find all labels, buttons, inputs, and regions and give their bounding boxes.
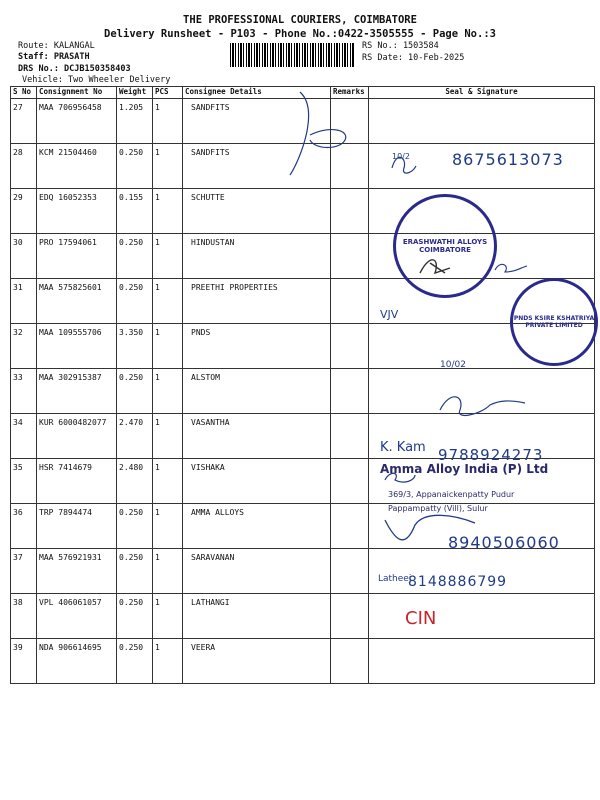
col-sno: S No bbox=[11, 87, 37, 99]
cell-name: LATHANGI bbox=[183, 594, 331, 639]
phone-38: 8148886799 bbox=[408, 574, 508, 590]
date-28: 10/2 bbox=[392, 152, 410, 161]
cell-sno: 36 bbox=[11, 504, 37, 549]
cell-pcs: 1 bbox=[153, 369, 183, 414]
cell-wt: 0.250 bbox=[117, 279, 153, 324]
col-seal: Seal & Signature bbox=[369, 87, 595, 99]
cell-wt: 3.350 bbox=[117, 324, 153, 369]
cell-sno: 28 bbox=[11, 144, 37, 189]
cell-sno: 29 bbox=[11, 189, 37, 234]
name-35: K. Kam bbox=[380, 440, 426, 455]
cell-wt: 0.250 bbox=[117, 549, 153, 594]
staff-label: Staff: PRASATH bbox=[18, 52, 90, 62]
cell-sno: 37 bbox=[11, 549, 37, 594]
col-weight: Weight bbox=[117, 87, 153, 99]
cell-cn: KCM 21504460 bbox=[37, 144, 117, 189]
cell-name: SANDFITS bbox=[183, 144, 331, 189]
cell-cn: EDQ 16052353 bbox=[37, 189, 117, 234]
cell-wt: 0.250 bbox=[117, 639, 153, 684]
erashwathi-seal-text: ERASHWATHI ALLOYS COIMBATORE bbox=[402, 238, 488, 254]
cell-cn: NDA 906614695 bbox=[37, 639, 117, 684]
name-38: Latheej bbox=[378, 574, 412, 584]
rs-no-label: RS No.: 1503584 bbox=[362, 41, 439, 51]
cell-name: SANDFITS bbox=[183, 99, 331, 144]
cell-name: SARAVANAN bbox=[183, 549, 331, 594]
cell-sno: 34 bbox=[11, 414, 37, 459]
company-title: THE PROFESSIONAL COURIERS, COIMBATORE bbox=[183, 14, 417, 26]
cell-sno: 33 bbox=[11, 369, 37, 414]
amma-stamp-line1: Amma Alloy India (P) Ltd bbox=[380, 462, 549, 476]
cell-cn: HSR 7414679 bbox=[37, 459, 117, 504]
cell-name: SCHUTTE bbox=[183, 189, 331, 234]
col-consignment: Consignment No bbox=[37, 87, 117, 99]
cell-sno: 32 bbox=[11, 324, 37, 369]
cell-cn: MAA 109555706 bbox=[37, 324, 117, 369]
drs-label: DRS No.: DCJB150358403 bbox=[18, 64, 131, 74]
phone-28: 8675613073 bbox=[452, 150, 564, 169]
cell-name: VEERA bbox=[183, 639, 331, 684]
cell-cn: TRP 7894474 bbox=[37, 504, 117, 549]
cell-name: PREETHI PROPERTIES bbox=[183, 279, 331, 324]
col-pcs: PCS bbox=[153, 87, 183, 99]
cell-pcs: 1 bbox=[153, 459, 183, 504]
col-consignee: Consignee Details bbox=[183, 87, 331, 99]
cell-pcs: 1 bbox=[153, 639, 183, 684]
cell-pcs: 1 bbox=[153, 189, 183, 234]
cell-pcs: 1 bbox=[153, 144, 183, 189]
vehicle-label: Vehicle: Two Wheeler Delivery bbox=[22, 75, 171, 85]
cell-cn: MAA 706956458 bbox=[37, 99, 117, 144]
phone-37: 8940506060 bbox=[448, 533, 560, 552]
cell-cn: VPL 406061057 bbox=[37, 594, 117, 639]
cin-mark: CIN bbox=[405, 608, 437, 629]
cell-wt: 0.250 bbox=[117, 369, 153, 414]
cell-sno: 35 bbox=[11, 459, 37, 504]
signature-31b bbox=[495, 264, 527, 272]
cell-sno: 31 bbox=[11, 279, 37, 324]
col-remarks: Remarks bbox=[331, 87, 369, 99]
pnds-seal bbox=[510, 278, 598, 366]
cell-wt: 2.480 bbox=[117, 459, 153, 504]
cell-pcs: 1 bbox=[153, 234, 183, 279]
cell-pcs: 1 bbox=[153, 414, 183, 459]
cell-cn: MAA 576921931 bbox=[37, 549, 117, 594]
runsheet-title: Delivery Runsheet - P103 - Phone No.:0422-3505555 - Page No.:3 bbox=[104, 28, 496, 40]
cell-name: AMMA ALLOYS bbox=[183, 504, 331, 549]
cell-pcs: 1 bbox=[153, 594, 183, 639]
cell-cn: PRO 17594061 bbox=[37, 234, 117, 279]
amma-stamp-line3: Pappampatty (Vill), Sulur bbox=[388, 504, 488, 513]
cell-name: HINDUSTAN bbox=[183, 234, 331, 279]
signature-34 bbox=[440, 397, 525, 416]
cell-name: ALSTOM bbox=[183, 369, 331, 414]
cell-wt: 0.250 bbox=[117, 594, 153, 639]
cell-cn: KUR 6000482077 bbox=[37, 414, 117, 459]
cell-wt: 0.155 bbox=[117, 189, 153, 234]
route-label: Route: KALANGAL bbox=[18, 41, 95, 51]
cell-name: PNDS bbox=[183, 324, 331, 369]
phone-35: 9788924273 bbox=[438, 446, 544, 464]
cell-pcs: 1 bbox=[153, 549, 183, 594]
cell-wt: 0.250 bbox=[117, 144, 153, 189]
cell-pcs: 1 bbox=[153, 99, 183, 144]
cell-name: VISHAKA bbox=[183, 459, 331, 504]
signature-27 bbox=[290, 92, 346, 175]
cell-sno: 30 bbox=[11, 234, 37, 279]
date-33: 10/02 bbox=[440, 360, 466, 370]
cell-sno: 27 bbox=[11, 99, 37, 144]
cell-name: VASANTHA bbox=[183, 414, 331, 459]
amma-stamp-line2: 369/3, Appanaickenpatty Pudur bbox=[388, 490, 515, 499]
cell-pcs: 1 bbox=[153, 504, 183, 549]
cell-sno: 39 bbox=[11, 639, 37, 684]
rs-date-label: RS Date: 10-Feb-2025 bbox=[362, 53, 465, 63]
cell-wt: 0.250 bbox=[117, 504, 153, 549]
cell-cn: MAA 575825601 bbox=[37, 279, 117, 324]
cell-pcs: 1 bbox=[153, 324, 183, 369]
pnds-seal-text: PNDS KSIRE KSHATRIYA PRIVATE LIMITED bbox=[513, 315, 595, 329]
cell-wt: 0.250 bbox=[117, 234, 153, 279]
cell-cn: MAA 302915387 bbox=[37, 369, 117, 414]
sig-32: VJV bbox=[380, 308, 399, 321]
cell-sno: 38 bbox=[11, 594, 37, 639]
cell-wt: 2.470 bbox=[117, 414, 153, 459]
cell-wt: 1.205 bbox=[117, 99, 153, 144]
cell-pcs: 1 bbox=[153, 279, 183, 324]
erashwathi-seal bbox=[393, 194, 497, 298]
